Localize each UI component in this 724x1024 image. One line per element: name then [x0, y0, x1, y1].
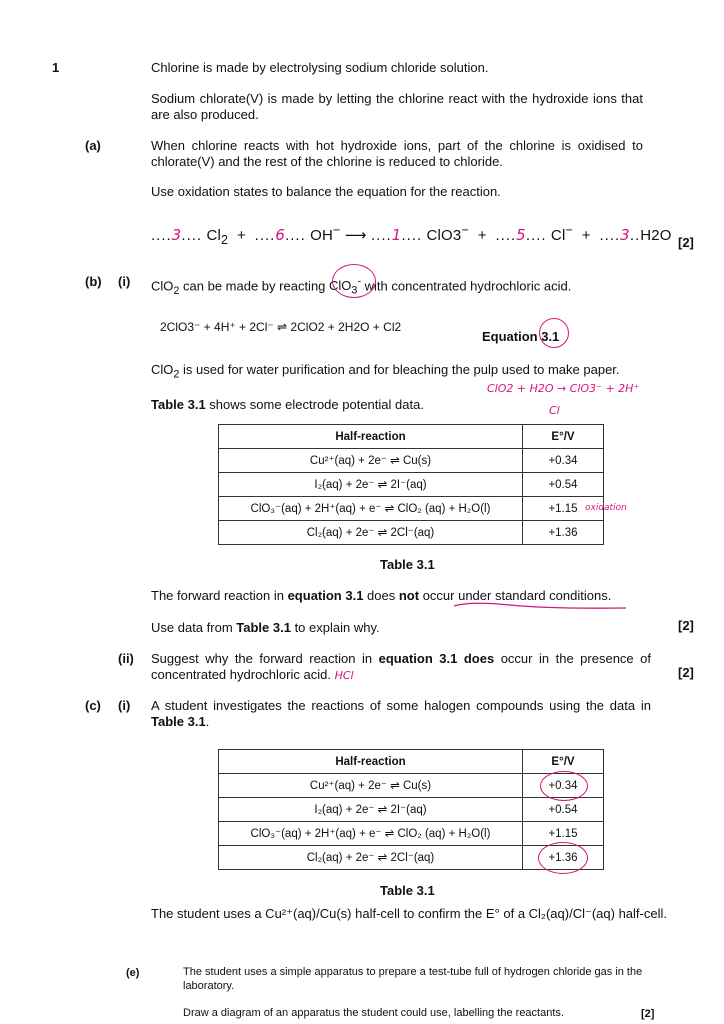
e-value-cell: +1.36: [523, 846, 604, 870]
part-a-label: (a): [85, 138, 101, 153]
table-row: [219, 473, 604, 497]
part-c-text: A student investigates the reactions of some halogen compounds using the data in Table 3.1.: [151, 698, 651, 729]
part-b-label: (b): [85, 274, 102, 289]
half-reaction-cell: Cu²⁺(aq) + 2e⁻ ⇌ Cu(s): [219, 774, 523, 798]
forward-reaction-text: The forward reaction in equation 3.1 does not occur under standard conditions.: [151, 588, 612, 603]
half-reaction-cell: Cl₂(aq) + 2e⁻ ⇌ 2Cl⁻(aq): [219, 846, 523, 870]
table-row: [219, 497, 604, 521]
part-b-line-1: ClO$_2$ can be made by reacting ClO$_3$- with concentrated hydrochloric acid.: [151, 276, 572, 297]
e-value-cell: +0.54: [523, 798, 604, 822]
half-reaction-cell: ClO₃⁻(aq) + 2H⁺(aq) + e⁻ ⇌ ClO₂ (aq) + H₂O(l): [219, 822, 523, 846]
e-value-cell: +1.36: [523, 521, 604, 545]
part-e-marks: [2]: [641, 1008, 655, 1020]
half-reaction-cell: ClO₃⁻(aq) + 2H⁺(aq) + e⁻ ⇌ ClO₂ (aq) + H₂O(l): [219, 497, 523, 521]
part-b-ii-label: (ii): [118, 651, 134, 666]
chlorate-circle-annotation: [332, 264, 376, 298]
chlorate-formula: ClO3−: [426, 223, 469, 244]
water-formula: H2O: [640, 227, 672, 244]
coefficient-5: 3: [620, 226, 630, 244]
e-value-cell: +0.54: [523, 473, 604, 497]
part-e-text-2: Draw a diagram of an apparatus the student could use, labelling the reactants.: [183, 1007, 564, 1019]
chlorine-formula: $Cl_2$: [206, 227, 229, 247]
header-half-reaction: Half-reaction: [219, 425, 523, 449]
handwritten-oxidation: oxidation: [585, 503, 627, 513]
table-intro: Table 3.1 shows some electrode potential data.: [151, 397, 424, 412]
part-b-usage: ClO$_2$ is used for water purification and for bleaching the pulp used to make paper.: [151, 362, 620, 381]
table-header-row: [219, 425, 604, 449]
part-b-ii-text: Suggest why the forward reaction in equation 3.1 does occur in the presence of concentrated hydrochloric acid. HCl: [151, 651, 651, 682]
coefficient-4: 5: [516, 226, 526, 244]
equation-3-1: 2ClO3⁻ + 4H⁺ + 2Cl⁻ ⇌ 2ClO2 + 2H2O + Cl2: [160, 320, 402, 334]
handwritten-note-2: Cl: [549, 404, 560, 417]
e-value-cell: +1.15: [523, 497, 604, 521]
reaction-arrow: ⟶: [344, 226, 367, 244]
table-header-row: [219, 750, 604, 774]
table-row: [219, 798, 604, 822]
question-number: 1: [52, 60, 60, 75]
half-reaction-cell: Cu²⁺(aq) + 2e⁻ ⇌ Cu(s): [219, 449, 523, 473]
e-value-cell: +0.34: [523, 449, 604, 473]
underline-annotation: [450, 600, 630, 614]
table-row: [219, 822, 604, 846]
table-caption-2: Table 3.1: [380, 883, 435, 898]
circle-annotation-cu: [540, 771, 588, 801]
part-c-i-label: (i): [118, 698, 131, 713]
chloride-formula: Cl−: [550, 223, 573, 244]
e-value-cell: +1.15: [523, 822, 604, 846]
part-b-i-label: (i): [118, 274, 131, 289]
part-e-text-1: The student uses a simple apparatus to prepare a test-tube full of hydrogen chloride gas in the laboratory.: [183, 966, 643, 992]
circle-annotation-cl2: [538, 842, 588, 874]
part-b-ii-marks: [2]: [678, 665, 694, 680]
coefficient-2: 6: [275, 226, 286, 244]
use-data-text: Use data from Table 3.1 to explain why.: [151, 620, 380, 635]
student-text: The student uses a Cu²⁺(aq)/Cu(s) half-cell to confirm the E° of a Cl₂(aq)/Cl⁻(aq) half-cell.: [151, 906, 667, 921]
part-b-i-marks: [2]: [678, 618, 694, 633]
half-reaction-cell: Cl₂(aq) + 2e⁻ ⇌ 2Cl⁻(aq): [219, 521, 523, 545]
table-row: [219, 521, 604, 545]
part-a-marks: [2]: [678, 235, 694, 250]
part-a-text-2: Use oxidation states to balance the equation for the reaction.: [151, 184, 501, 199]
intro-text-1: Chlorine is made by electrolysing sodium chloride solution.: [151, 60, 489, 75]
half-reaction-cell: I₂(aq) + 2e⁻ ⇌ 2I⁻(aq): [219, 473, 523, 497]
half-reaction-cell: I₂(aq) + 2e⁻ ⇌ 2I⁻(aq): [219, 798, 523, 822]
electrode-potential-table-1: [218, 424, 604, 545]
coefficient-3: 1: [391, 226, 402, 244]
table-row: [219, 449, 604, 473]
header-e-standard: E°/V: [523, 425, 604, 449]
handwritten-hcl: HCl: [334, 669, 354, 682]
part-c-label: (c): [85, 698, 101, 713]
handwritten-note-1: ClO2 + H2O → ClO3⁻ + 2H⁺: [487, 382, 640, 395]
equation-3-1-label: Equation 3.1: [482, 329, 560, 344]
header-e-standard: E°/V: [523, 750, 604, 774]
circled-chlorate: ClO$_3$-: [329, 276, 362, 297]
coefficient-1: 3: [171, 226, 182, 244]
e-value-cell: +0.34: [523, 774, 604, 798]
part-a-text-1: When chlorine reacts with hot hydroxide ions, part of the chlorine is oxidised to chlorate(V) and the rest of the chlorine is reduced to chloride.: [151, 138, 643, 169]
balanced-equation: ....3.... $Cl_2 + ....6$.... OH− ⟶ ....1.... ClO3− + ....5.... Cl− + ....3..H2O: [151, 223, 672, 247]
hydroxide-formula: OH−: [310, 223, 341, 244]
intro-text-2: Sodium chlorate(V) is made by letting the chlorine react with the hydroxide ions that are also produced.: [151, 91, 643, 122]
header-half-reaction: Half-reaction: [219, 750, 523, 774]
table-caption-1: Table 3.1: [380, 557, 435, 572]
equation-number-circle: [539, 318, 569, 348]
part-e-label: (e): [126, 967, 140, 979]
